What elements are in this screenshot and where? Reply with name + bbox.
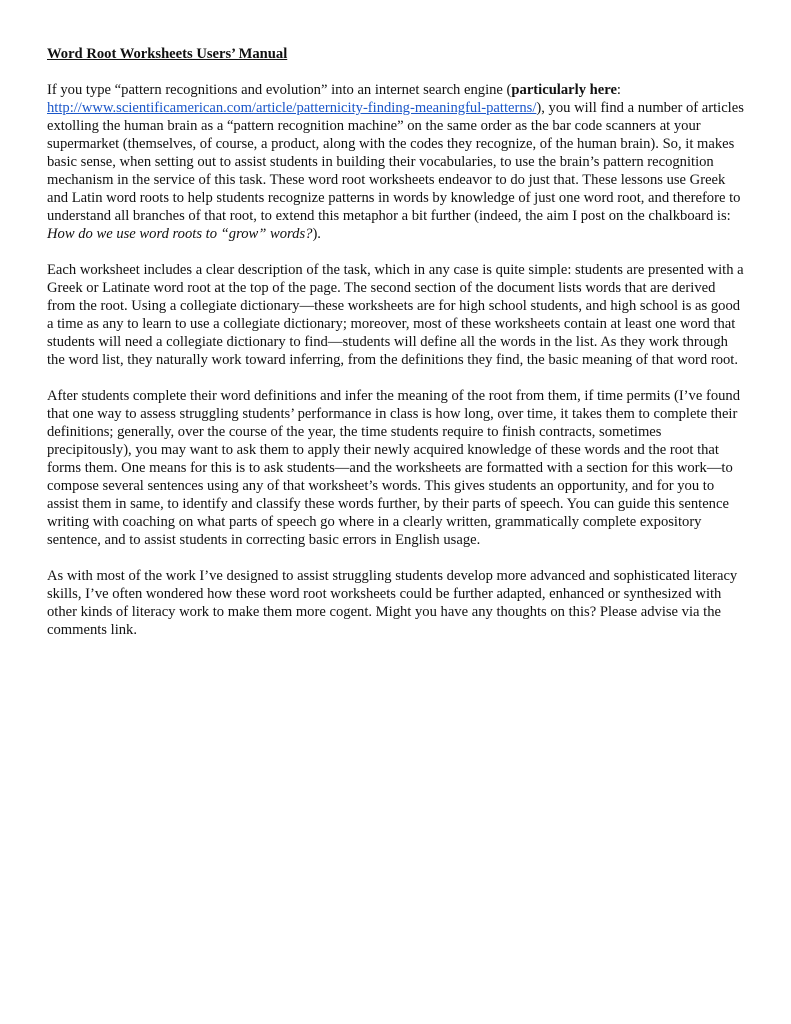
paragraph-sentence-writing: After students complete their word definitions and infer the meaning of the root from them, if time permits (I’ve found that one way to assess struggling students’ performance in class is how long, over time, it takes them to complete their definitions; generally, over the course of the year, the time students require to finish contracts, sometimes precipitously), you may want to ask them to apply their newly acquired knowledge of these words and the root that forms them. One means for this is to ask students—and the worksheets are formatted with a section for this work—to compose several sentences using any of that worksheet’s words. This gives students an opportunity, and for you to assist them in same, to identify and classify these words further, by their parts of speech. You can guide this sentence writing with coaching on what parts of speech go where in a clearly written, grammatically complete expository sentence, and to assist students in correcting basic errors in English usage. bbox=[47, 388, 741, 548]
document-title: Word Root Worksheets Users’ Manual bbox=[47, 46, 288, 62]
paragraph-worksheet-description: Each worksheet includes a clear description of the task, which in any case is quite simple: students are presented with a Greek or Latinate word root at the top of the page. The second section of the document lists words that are derived from the root. Using a collegiate dictionary—these worksheets are for high school students, and high school is as good a time as any to learn to use a collegiate dictionary; moreover, most of these worksheets contain at least one word that students will need a collegiate dictionary to find—students will define all the words in the list. As they work through the word list, they naturally work toward inferring, from the definitions they find, the basic meaning of that word root. bbox=[47, 262, 744, 368]
paragraph-closing: As with most of the work I’ve designed to assist struggling students develop more advanced and sophisticated literacy skills, I’ve often wondered how these word root worksheets could be further adapted, enhanced or synthesized with other kinds of literacy work to make them more cogent. Might you have any thoughts on this? Please advise via the comments link. bbox=[47, 568, 738, 638]
document-page bbox=[47, 45, 747, 657]
paragraph-intro bbox=[47, 81, 747, 243]
intro-text-c: ), you will find a number of articles extolling the human brain as a “pattern recognition machine” on the same order as the bar code scanners at your supermarket (themselves, of course, a product, along with the codes they recognize, of the human brain). So, it makes basic sense, when setting out to assist students in building their vocabularies, to use the brain’s pattern recognition mechanism in the service of this task. These word root worksheets endeavor to do just that. These lessons use Greek and Latin word roots to help students recognize patterns in words by knowledge of just one word root, and therefore to understand all branches of that root, to extend this metaphor a bit further (indeed, the aim I post on the chalkboard is: bbox=[47, 100, 744, 224]
intro-italic-question: How do we use word roots to “grow” words? bbox=[47, 226, 313, 242]
intro-bold-text: particularly here bbox=[511, 82, 617, 98]
intro-text-d: ). bbox=[312, 226, 321, 242]
intro-text-b: : bbox=[616, 82, 621, 98]
scientific-american-link[interactable]: http://www.scientificamerican.com/article/patternicity-finding-meaningful-patterns/ bbox=[47, 100, 537, 116]
intro-text-a: If you type “pattern recognitions and evolution” into an internet search engine ( bbox=[47, 82, 512, 98]
